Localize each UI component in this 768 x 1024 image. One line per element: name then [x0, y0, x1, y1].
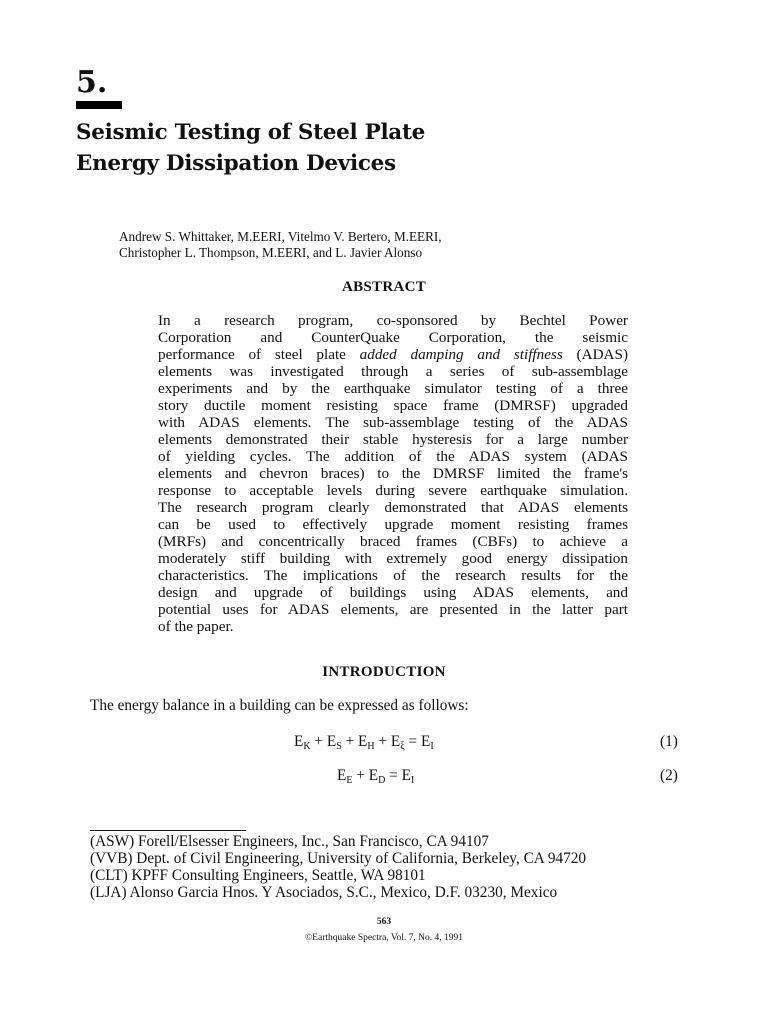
journal-citation: ©Earthquake Spectra, Vol. 7, No. 4, 1991: [304, 933, 464, 943]
abstract-line: can be used to effectively upgrade moment resisting frames: [158, 516, 628, 533]
abstract-line: The research program clearly demonstrated that ADAS elements: [158, 499, 628, 516]
abstract-line: characteristics. The implications of the research results for the: [158, 567, 628, 584]
abstract-line: story ductile moment resisting space frame (DMRSF) upgraded: [158, 397, 628, 414]
abstract-emphasis: added damping and stiffness: [359, 346, 563, 363]
equation-1: $E_K + E_S + E_H + E_\xi = E_I$: [294, 733, 434, 752]
footnote-asw: (ASW) Forell/Elsesser Engineers, Inc., San Francisco, CA 94107: [90, 833, 489, 850]
title-line-2: Energy Dissipation Devices: [76, 151, 396, 176]
page-number: 563: [376, 917, 392, 927]
abstract-line: response to acceptable levels during severe earthquake simulation.: [158, 482, 628, 499]
chapter-number: 5.: [76, 65, 108, 100]
abstract-line: with ADAS elements. The sub-assemblage testing of the ADAS: [158, 414, 628, 431]
author-line-1: Andrew S. Whittaker, M.EERI, Vitelmo V. Bertero, M.EERI,: [119, 229, 442, 244]
abstract-line: experiments and by the earthquake simulator testing of a three: [158, 380, 628, 397]
abstract-line: elements was investigated through a series of sub-assemblage: [158, 363, 628, 380]
abstract-line: Corporation and CounterQuake Corporation, the seismic: [158, 329, 628, 346]
equation-1-number: (1): [660, 733, 678, 750]
abstract-line: of the paper.: [158, 618, 234, 635]
introduction-heading: INTRODUCTION: [322, 664, 446, 680]
footnote-clt: (CLT) KPFF Consulting Engineers, Seattle, WA 98101: [90, 867, 426, 884]
introduction-text: The energy balance in a building can be expressed as follows:: [90, 697, 469, 714]
abstract-line: moderately stiff building with extremely good energy dissipation: [158, 550, 628, 567]
footnote-divider: [90, 830, 246, 831]
abstract-heading: ABSTRACT: [341, 279, 427, 295]
footnote-vvb: (VVB) Dept. of Civil Engineering, University of California, Berkeley, CA 94720: [90, 850, 587, 867]
abstract-body: [158, 312, 628, 635]
abstract-line: elements and chevron braces) to the DMRSF limited the frame's: [158, 465, 628, 482]
abstract-line: of yielding cycles. The addition of the ADAS system (ADAS: [158, 448, 628, 465]
abstract-line: performance of steel plate added damping and stiffness (ADAS): [158, 346, 629, 363]
author-list: [119, 229, 679, 261]
chapter-underline: [76, 101, 122, 109]
abstract-line: potential uses for ADAS elements, are presented in the latter part: [158, 601, 628, 618]
abstract-line: (MRFs) and concentrically braced frames (CBFs) to achieve a: [158, 533, 628, 550]
abstract-line: elements demonstrated their stable hysteresis for a large number: [158, 431, 628, 448]
footnotes: [90, 833, 710, 901]
abstract-line: In a research program, co-sponsored by Bechtel Power: [158, 312, 628, 329]
footnote-lja: (LJA) Alonso Garcia Hnos. Y Asociados, S.C., Mexico, D.F. 03230, Mexico: [90, 884, 558, 901]
equation-2-number: (2): [660, 767, 678, 784]
paper-title: [76, 117, 696, 179]
equation-2: $E_E + E_D = E_I$: [337, 767, 415, 786]
abstract-line: design and upgrade of buildings using ADAS elements, and: [158, 584, 628, 601]
title-line-1: Seismic Testing of Steel Plate: [76, 120, 425, 145]
author-line-2: Christopher L. Thompson, M.EERI, and L. Javier Alonso: [119, 245, 423, 260]
